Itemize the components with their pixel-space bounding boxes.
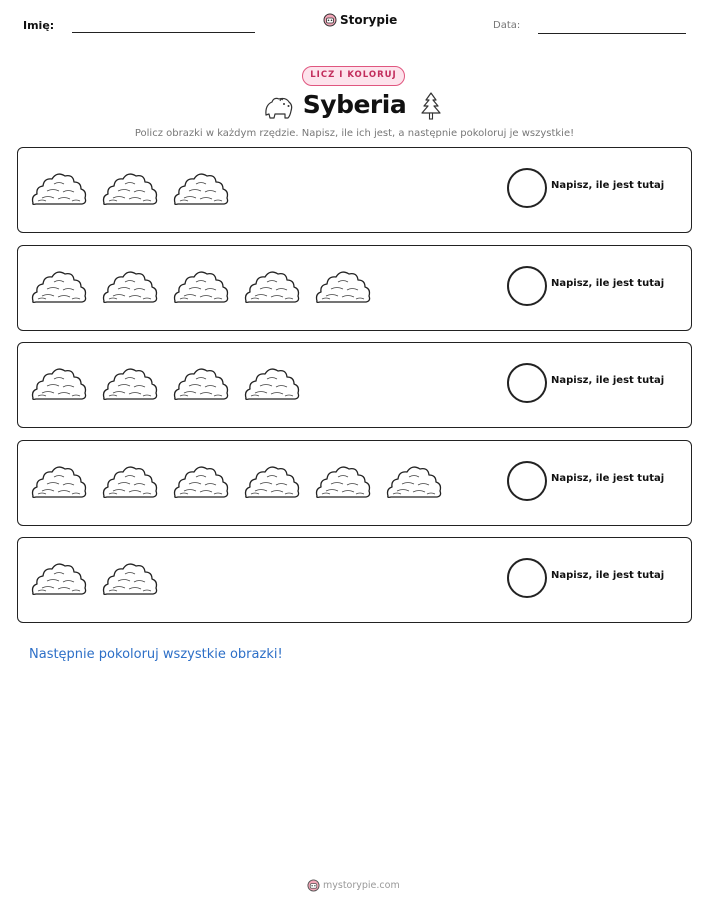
answer-label: Napisz, ile jest tutaj xyxy=(551,570,665,581)
pile-group xyxy=(30,266,372,306)
counting-row xyxy=(17,342,692,428)
snow-pile-icon[interactable] xyxy=(101,558,159,598)
page-title: Syberia xyxy=(302,90,407,119)
snow-pile-icon[interactable] xyxy=(30,266,88,306)
activity-badge: LICZ I KOLORUJ xyxy=(302,66,405,86)
snow-pile-icon[interactable] xyxy=(385,461,443,501)
snow-pile-icon[interactable] xyxy=(314,266,372,306)
snow-pile-icon[interactable] xyxy=(101,266,159,306)
snow-pile-icon[interactable] xyxy=(172,266,230,306)
name-label: Imię: xyxy=(23,19,55,32)
snow-pile-icon[interactable] xyxy=(172,461,230,501)
snow-pile-icon[interactable] xyxy=(30,168,88,208)
date-label: Data: xyxy=(493,20,521,31)
answer-label: Napisz, ile jest tutaj xyxy=(551,278,665,289)
counting-row xyxy=(17,245,692,331)
snow-pile-icon[interactable] xyxy=(30,363,88,403)
snow-pile-icon[interactable] xyxy=(172,168,230,208)
snow-pile-icon[interactable] xyxy=(314,461,372,501)
answer-label: Napisz, ile jest tutaj xyxy=(551,375,665,386)
storypie-mascot-icon xyxy=(307,879,320,892)
snow-pile-icon[interactable] xyxy=(172,363,230,403)
answer-label: Napisz, ile jest tutaj xyxy=(551,473,665,484)
snow-pile-icon[interactable] xyxy=(30,558,88,598)
snow-pile-icon[interactable] xyxy=(101,363,159,403)
counting-row xyxy=(17,147,692,233)
footer-brand xyxy=(307,879,400,892)
coloring-instruction: Następnie pokoloruj wszystkie obrazki! xyxy=(29,647,283,662)
instructions: Policz obrazki w każdym rzędzie. Napisz, ile ich jest, a następnie pokoloruj je wszystkie! xyxy=(134,128,575,139)
snow-pile-icon[interactable] xyxy=(243,461,301,501)
answer-circle[interactable] xyxy=(507,461,547,501)
pine-tree-icon xyxy=(419,91,443,121)
name-line[interactable] xyxy=(72,32,255,33)
answer-circle[interactable] xyxy=(507,266,547,306)
snow-pile-icon[interactable] xyxy=(101,461,159,501)
snow-pile-icon[interactable] xyxy=(243,363,301,403)
counting-row xyxy=(17,537,692,623)
date-line[interactable] xyxy=(538,33,686,34)
snow-pile-icon[interactable] xyxy=(243,266,301,306)
pile-group xyxy=(30,168,230,208)
title-block xyxy=(0,90,709,126)
pile-group xyxy=(30,558,159,598)
pile-group xyxy=(30,461,443,501)
storypie-mascot-icon xyxy=(323,13,337,27)
brand-logo xyxy=(323,13,397,27)
answer-circle[interactable] xyxy=(507,168,547,208)
snow-pile-icon[interactable] xyxy=(101,168,159,208)
answer-circle[interactable] xyxy=(507,558,547,598)
pile-group xyxy=(30,363,301,403)
snow-pile-icon[interactable] xyxy=(30,461,88,501)
answer-label: Napisz, ile jest tutaj xyxy=(551,180,665,191)
answer-circle[interactable] xyxy=(507,363,547,403)
counting-row xyxy=(17,440,692,526)
footer-site: mystorypie.com xyxy=(323,880,400,891)
brand-name: Storypie xyxy=(340,13,398,27)
